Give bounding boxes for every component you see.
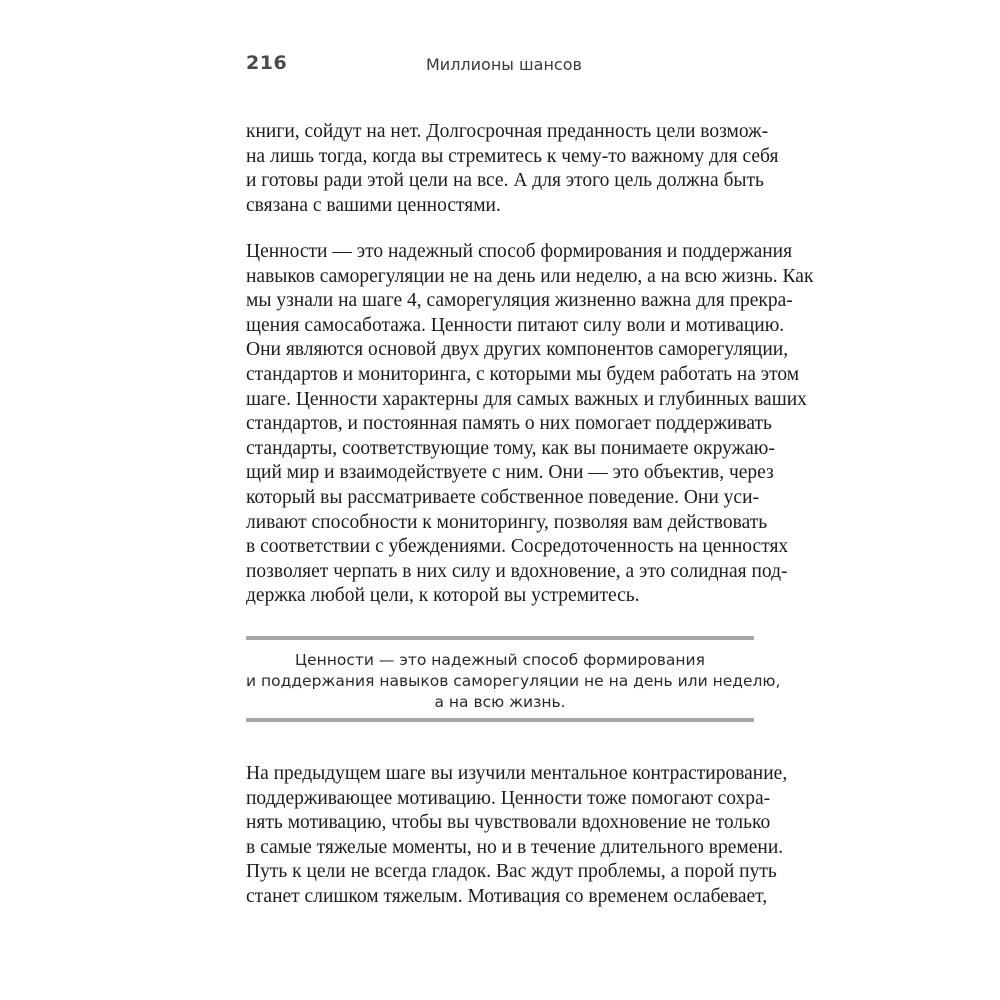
pull-quote-bottom-rule <box>246 718 754 722</box>
text-line: позволяет черпать в них силу и вдохновение, а это солидная под- <box>246 560 788 582</box>
paragraph-2 <box>246 240 814 609</box>
running-title: Миллионы шансов <box>426 55 582 74</box>
text-line: шаге. Ценности характерны для самых важных и глубинных ваших <box>246 388 807 410</box>
text-line: мы узнали на шаге 4, саморегуляция жизненно важна для прекра- <box>246 290 793 312</box>
pull-quote-line: а на всю жизнь. <box>434 693 566 711</box>
text-line: Путь к цели не всегда гладок. Вас ждут проблемы, а порой путь <box>246 861 777 883</box>
pull-quote-line: Ценности — это надежный способ формирования <box>295 651 705 669</box>
text-line: ливают способности к мониторингу, позволяя вам действовать <box>246 511 768 533</box>
text-line: стандартов, и постоянная память о них помогает поддерживать <box>246 413 772 435</box>
paragraph-3 <box>246 762 788 910</box>
pull-quote-top-rule <box>246 636 754 640</box>
text-line: стандарты, соответствующие тому, как вы понимаете окружаю- <box>246 437 775 459</box>
pull-quote-text <box>246 650 781 713</box>
page-number: 216 <box>246 52 288 74</box>
pull-quote-line: и поддержания навыков саморегуляции не на день или неделю, <box>246 672 781 690</box>
text-line: поддерживающее мотивацию. Ценности тоже помогают сохра- <box>246 787 771 809</box>
text-line: щения самосаботажа. Ценности питают силу воли и мотивацию. <box>246 314 785 336</box>
text-line: станет слишком тяжелым. Мотивация со временем ослабевает, <box>246 885 768 907</box>
text-line: Они являются основой двух других компонентов саморегуляции, <box>246 339 789 361</box>
text-line: в соответствии с убеждениями. Сосредоточенность на ценностях <box>246 536 789 558</box>
text-line: На предыдущем шаге вы изучили ментальное контрастирование, <box>246 763 788 784</box>
text-line: связана с вашими ценностями. <box>246 194 501 216</box>
text-line: навыков саморегуляции не на день или неделю, а на всю жизнь. Как <box>246 265 814 287</box>
text-line: стандартов и мониторинга, с которыми мы будем работать на этом <box>246 363 800 385</box>
text-line: щий мир и взаимодействуете с ним. Они — это объектив, через <box>246 462 774 484</box>
running-header <box>246 52 754 82</box>
text-line: книги, сойдут на нет. Долгосрочная преданность цели возмож- <box>246 121 769 142</box>
text-line: Ценности — это надежный способ формирования и поддержания <box>246 241 793 262</box>
text-line: на лишь тогда, когда вы стремитесь к чему-то важному для себя <box>246 145 779 167</box>
text-line: держка любой цели, к которой вы устремитесь. <box>246 585 640 607</box>
paragraph-1 <box>246 120 779 218</box>
text-line: и готовы ради этой цели на все. А для этого цель должна быть <box>246 170 764 192</box>
pull-quote <box>246 636 781 722</box>
text-line: нять мотивацию, чтобы вы чувствовали вдохновение не только <box>246 812 771 834</box>
text-line: который вы рассматриваете собственное поведение. Они уси- <box>246 486 759 508</box>
text-line: в самые тяжелые моменты, но и в течение длительного времени. <box>246 836 784 858</box>
